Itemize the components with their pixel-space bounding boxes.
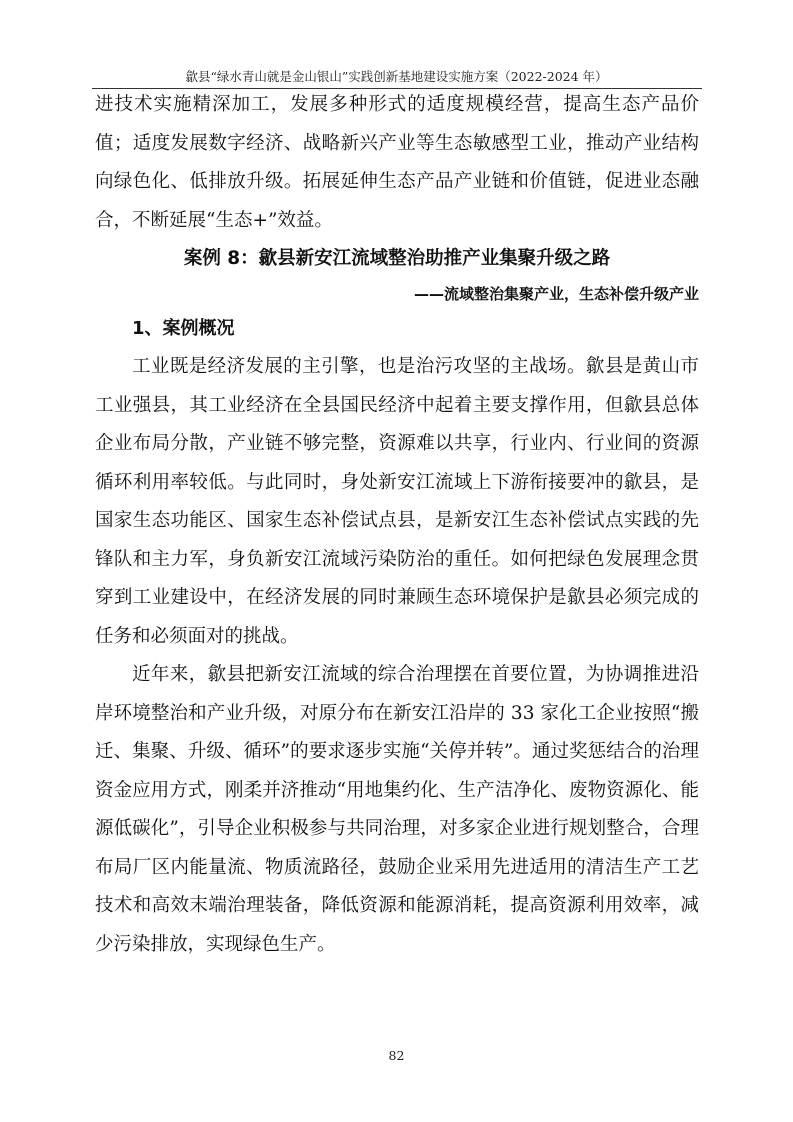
intro-paragraph: 进技术实施精深加工，发展多种形式的适度规模经营，提高生态产品价值；适度发展数字经济、战略新兴产业等生态敏感型工业，推动产业结构向绿色化、低排放升级。拓展延伸生态产品产业链和价值链，促进业态融合，不断延展“生态+”效益。 xyxy=(95,94,699,231)
running-header: 歙县“绿水青山就是金山银山”实践创新基地建设实施方案（2022-2024 年） xyxy=(185,69,608,84)
case-title: 案例 8：歙县新安江流域整治助推产业集聚升级之路 xyxy=(183,248,611,269)
section-heading: 1、案例概况 xyxy=(132,318,235,339)
body-paragraph: 近年来，歙县把新安江流域的综合治理摆在首要位置，为协调推进沿岸环境整治和产业升级，对原分布在新安江沿岸的 33 家化工企业按照“搬迁、集聚、升级、循环”的要求逐步实施“关停并转”。通过奖惩结合的治理资金应用方式，刚柔并济推动“用地集约化、生产洁净化、废物资源化、能源低碳化”，引导企业积极参与共同治理，对多家企业进行规划整合，合理布局厂区内能量流、物质流路径，鼓励企业采用先进适用的清洁生产工艺技术和高效末端治理装备，降低资源和能源消耗，提高资源利用效率，减少污染排放，实现绿色生产。 xyxy=(95,664,699,955)
page-number: 82 xyxy=(388,1048,405,1063)
page-body xyxy=(95,86,699,964)
body-paragraph: 工业既是经济发展的主引擎，也是治污攻坚的主战场。歙县是黄山市工业强县，其工业经济在全县国民经济中起着主要支撑作用，但歙县总体企业布局分散，产业链不够完整，资源难以共享，行业内、行业间的资源循环利用率较低。与此同时，身处新安江流域上下游衔接要冲的歙县，是国家生态功能区、国家生态补偿试点县，是新安江生态补偿试点实践的先锋队和主力军，身负新安江流域污染防治的重任。如何把绿色发展理念贯穿到工业建设中，在经济发展的同时兼顾生态环境保护是歙县必须完成的任务和必须面对的挑战。 xyxy=(95,356,699,647)
case-subtitle: ——流域整治集聚产业，生态补偿升级产业 xyxy=(413,285,699,303)
